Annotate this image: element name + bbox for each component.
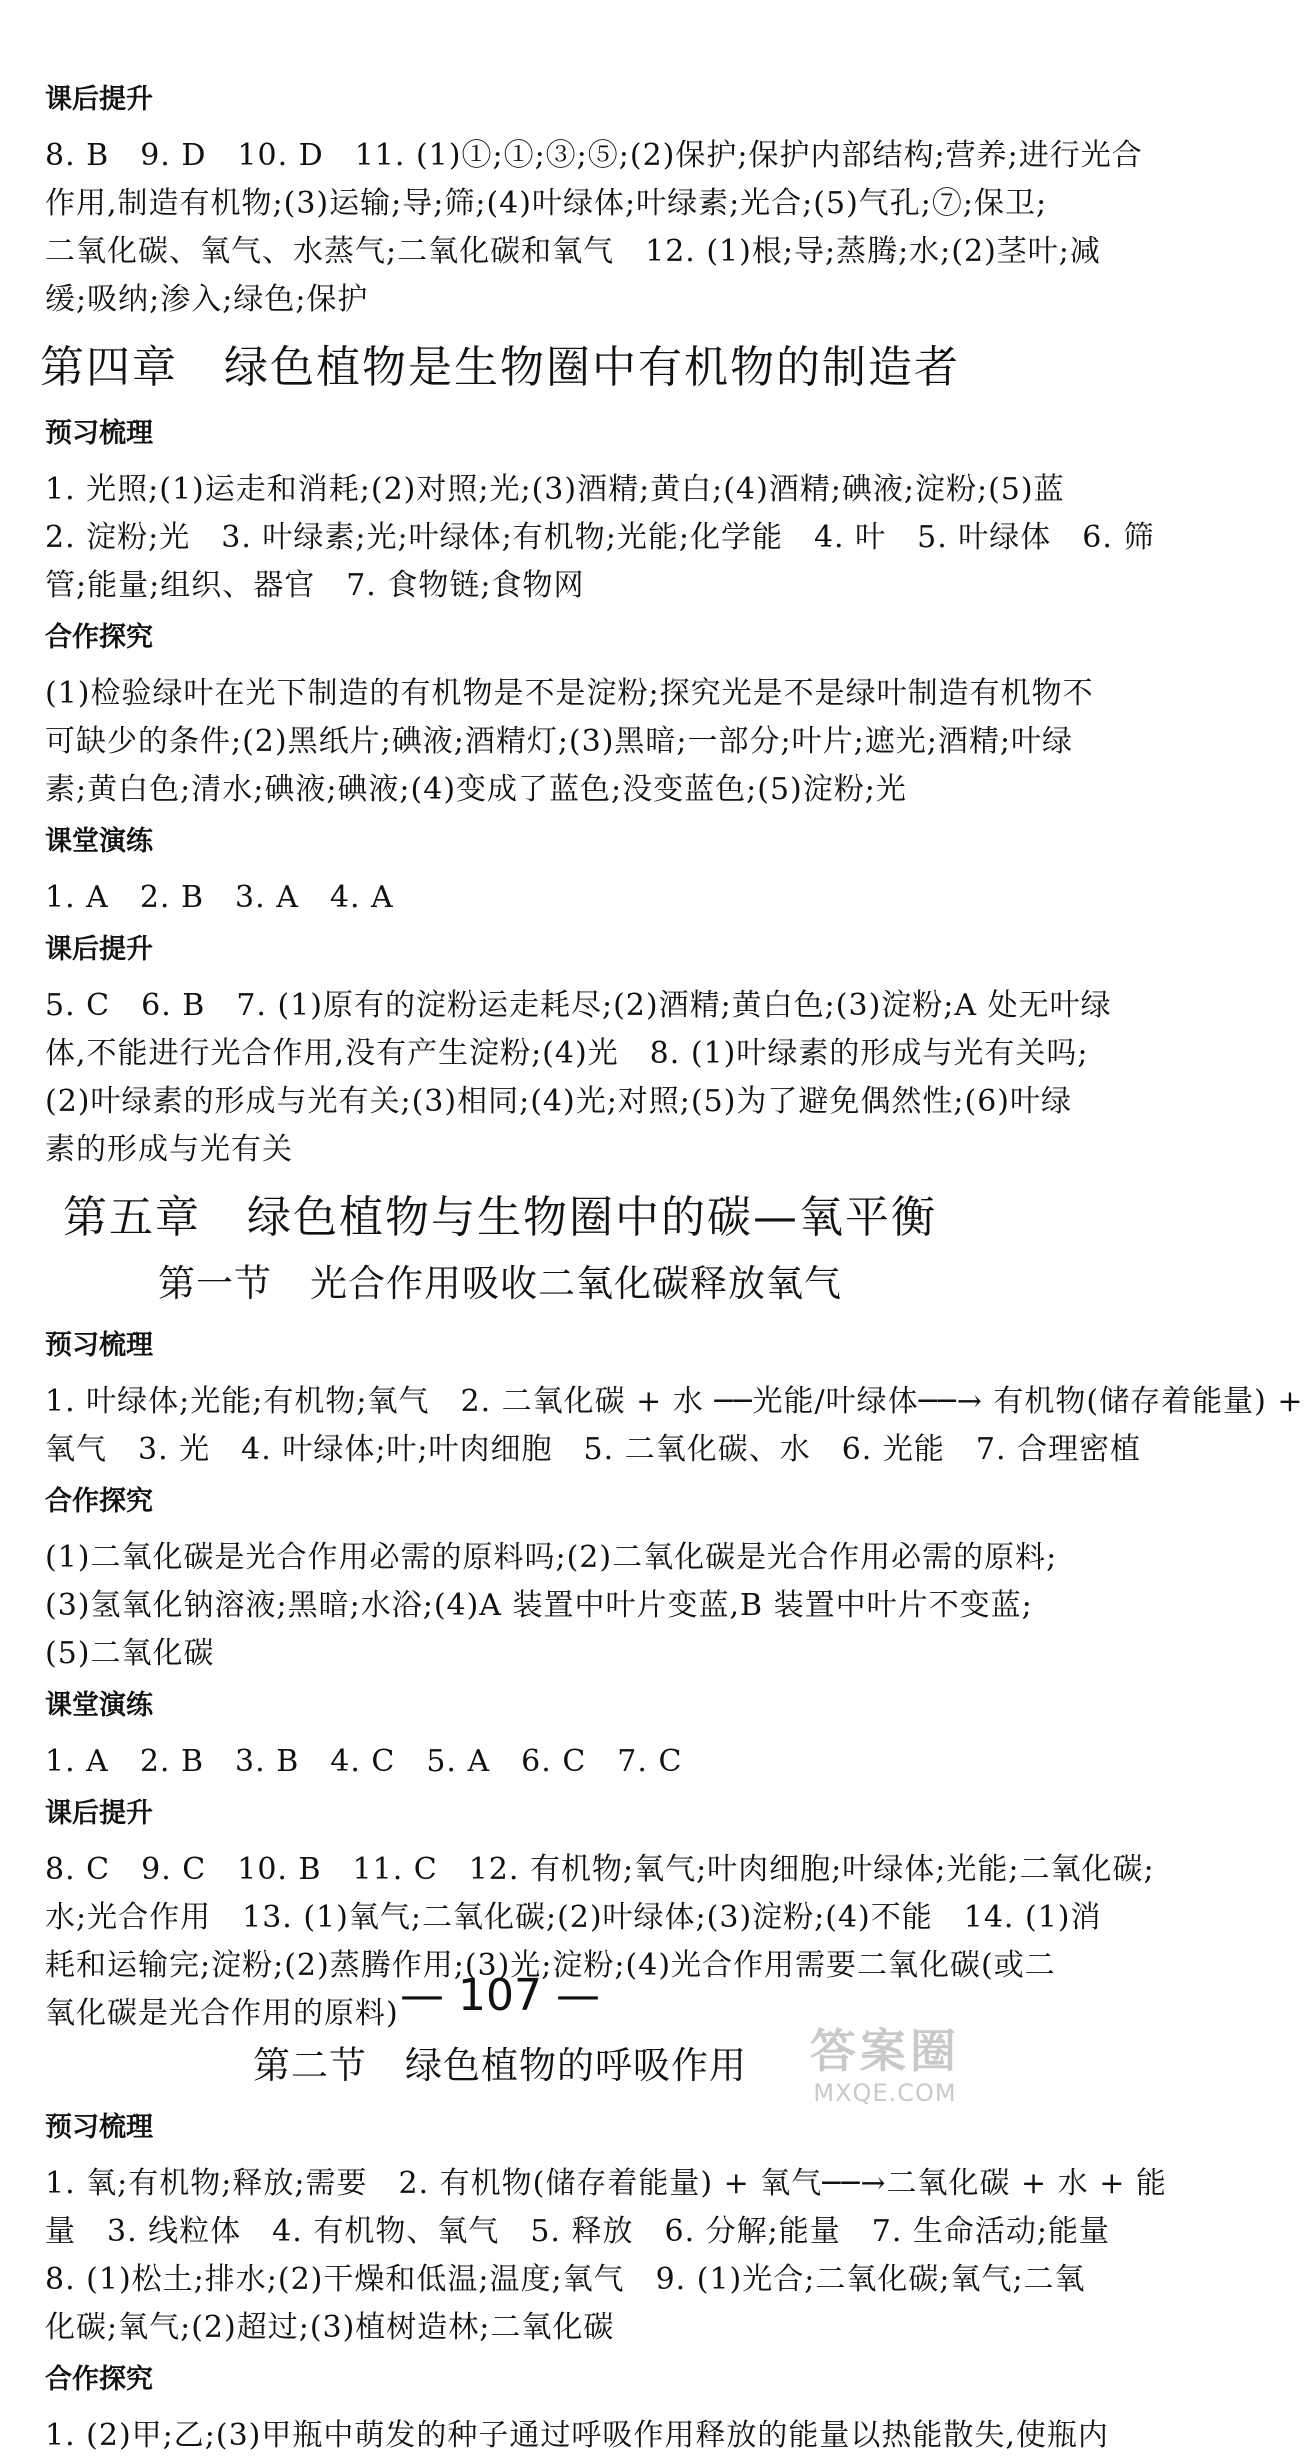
answer-line: 5. C 6. B 7. (1)原有的淀粉运走耗尽;(2)酒精;黄白色;(3)淀粉;A 处无叶绿: [45, 988, 1112, 1023]
answer-line: 体,不能进行光合作用,没有产生淀粉;(4)光 8. (1)叶绿素的形成与光有关吗;: [45, 1036, 1089, 1071]
answer-line: 1. 氧;有机物;释放;需要 2. 有机物(储存着能量) + 氧气──→二氧化碳 + 水 + 能: [45, 2166, 1167, 2201]
section-label: 合作探究: [45, 2364, 153, 2395]
answer-line: 缓;吸纳;渗入;绿色;保护: [45, 282, 369, 317]
section-label: 预习梳理: [45, 1330, 153, 1361]
watermark-logo: [790, 2023, 980, 2113]
answer-line: 二氧化碳、氧气、水蒸气;二氧化碳和氧气 12. (1)根;导;蒸腾;水;(2)茎叶;减: [45, 234, 1101, 269]
answer-line: 1. 叶绿体;光能;有机物;氧气 2. 二氧化碳 + 水 ──光能/叶绿体──→ 有机物(储存着能量) +: [45, 1384, 1304, 1419]
section-label: 合作探究: [45, 622, 153, 653]
answer-line: 1. (2)甲;乙;(3)甲瓶中萌发的种子通过呼吸作用释放的能量以热能散失,使瓶内: [45, 2418, 1109, 2453]
answer-line: 可缺少的条件;(2)黑纸片;碘液;酒精灯;(3)黑暗;一部分;叶片;遮光;酒精;叶绿: [45, 724, 1073, 759]
chapter-title: 第五章 绿色植物与生物圈中的碳—氧平衡: [63, 1192, 937, 1243]
answer-line: 量 3. 线粒体 4. 有机物、氧气 5. 释放 6. 分解;能量 7. 生命活动;能量: [45, 2214, 1111, 2249]
answer-line: 水;光合作用 13. (1)氧气;二氧化碳;(2)叶绿体;(3)淀粉;(4)不能 14. (1)消: [45, 1900, 1102, 1935]
section-label: 预习梳理: [45, 418, 153, 449]
answer-line: 素的形成与光有关: [45, 1132, 293, 1167]
answer-line: 氧化碳是光合作用的原料): [45, 1996, 399, 2031]
answer-line: 氧气 3. 光 4. 叶绿体;叶;叶肉细胞 5. 二氧化碳、水 6. 光能 7. 合理密植: [45, 1432, 1142, 1467]
watermark-text: 答案圈: [810, 2024, 960, 2078]
answer-line: 8. (1)松土;排水;(2)干燥和低温;温度;氧气 9. (1)光合;二氧化碳;氧气;二氧: [45, 2262, 1086, 2297]
section-label: 合作探究: [45, 1486, 153, 1517]
section-label: 课后提升: [45, 1798, 153, 1829]
chapter-title: 第四章 绿色植物是生物圈中有机物的制造者: [40, 342, 960, 393]
watermark-url: MXQE.COM: [813, 2079, 957, 2107]
answer-line: (3)氢氧化钠溶液;黑暗;水浴;(4)A 装置中叶片变蓝,B 装置中叶片不变蓝;: [45, 1588, 1033, 1623]
answer-line: 2. 淀粉;光 3. 叶绿素;光;叶绿体;有机物;光能;化学能 4. 叶 5. 叶绿体 6. 筛: [45, 520, 1155, 555]
answer-line: 8. C 9. C 10. B 11. C 12. 有机物;氧气;叶肉细胞;叶绿体;光能;二氧化碳;: [45, 1852, 1155, 1887]
answer-line: 素;黄白色;清水;碘液;碘液;(4)变成了蓝色;没变蓝色;(5)淀粉;光: [45, 772, 907, 807]
answer-line: 1. A 2. B 3. B 4. C 5. A 6. C 7. C: [45, 1744, 683, 1779]
answer-line: (1)检验绿叶在光下制造的有机物是不是淀粉;探究光是不是绿叶制造有机物不: [45, 676, 1094, 711]
section-label: 预习梳理: [45, 2112, 153, 2143]
page-number: — 107 —: [400, 1970, 600, 2021]
answer-line: 1. 光照;(1)运走和消耗;(2)对照;光;(3)酒精;黄白;(4)酒精;碘液;淀粉;(5)蓝: [45, 472, 1065, 507]
answer-line: 管;能量;组织、器官 7. 食物链;食物网: [45, 568, 585, 603]
section-label: 课后提升: [45, 84, 153, 115]
answer-line: (2)叶绿素的形成与光有关;(3)相同;(4)光;对照;(5)为了避免偶然性;(6)叶绿: [45, 1084, 1073, 1119]
answer-line: 作用,制造有机物;(3)运输;导;筛;(4)叶绿体;叶绿素;光合;(5)气孔;⑦;保卫;: [45, 186, 1048, 221]
section-label: 课后提升: [45, 934, 153, 965]
answer-line: (1)二氧化碳是光合作用必需的原料吗;(2)二氧化碳是光合作用必需的原料;: [45, 1540, 1058, 1575]
section-label: 课堂演练: [45, 1690, 153, 1721]
answer-line: 8. B 9. D 10. D 11. (1)①;①;③;⑤;(2)保护;保护内部结构;营养;进行光合: [45, 138, 1143, 173]
section-title: 第二节 绿色植物的呼吸作用: [253, 2044, 747, 2087]
answer-line: 耗和运输完;淀粉;(2)蒸腾作用;(3)光;淀粉;(4)光合作用需要二氧化碳(或二: [45, 1948, 1056, 1983]
answer-line: 化碳;氧气;(2)超过;(3)植树造林;二氧化碳: [45, 2310, 615, 2345]
answer-line: (5)二氧化碳: [45, 1636, 215, 1671]
section-label: 课堂演练: [45, 826, 153, 857]
answer-line: 1. A 2. B 3. A 4. A: [45, 880, 394, 915]
section-title: 第一节 光合作用吸收二氧化碳释放氧气: [158, 1262, 842, 1305]
